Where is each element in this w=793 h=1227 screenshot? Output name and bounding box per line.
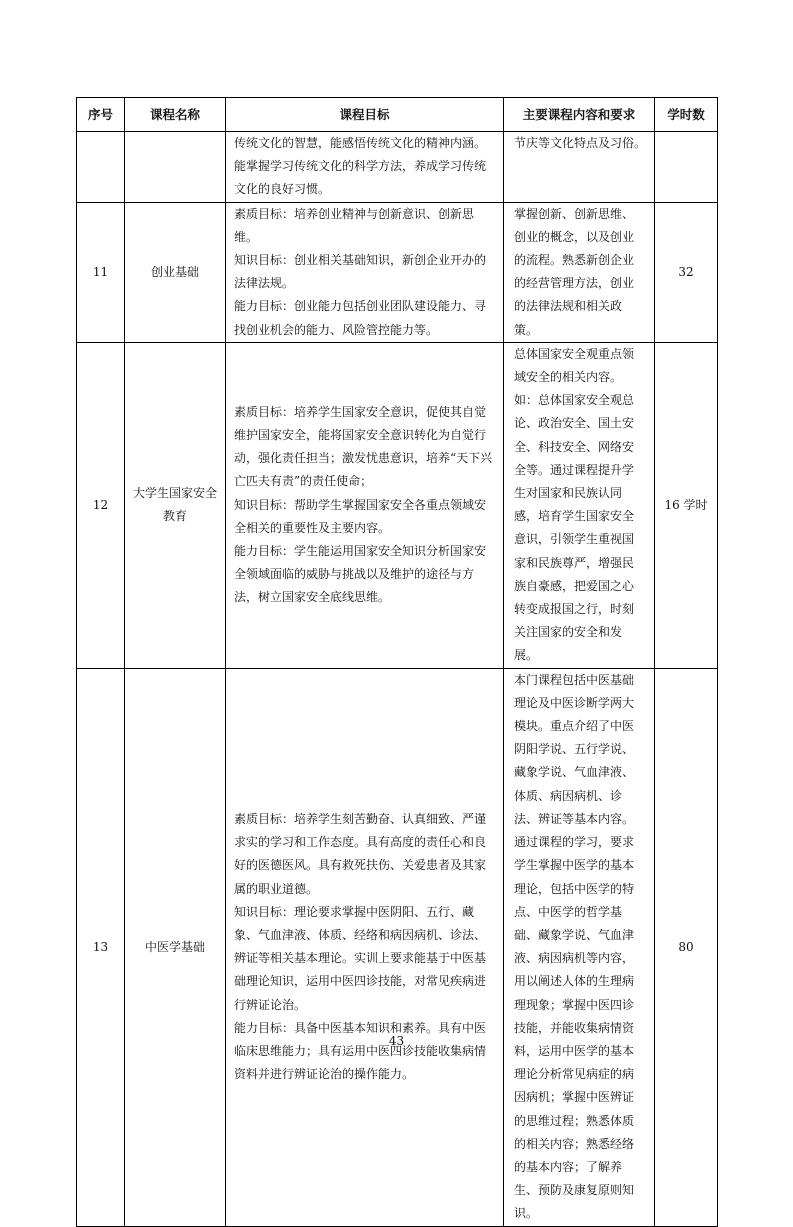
table-row [77,132,718,203]
goal-text: 传统文化的智慧，能感悟传统文化的精神内涵。能掌握学习传统文化的科学方法，养成学习传统文化的良好习惯。 [234,136,487,197]
row-hours: 16 学时 [655,342,718,668]
row-course-name: 大学生国家安全教育 [125,342,226,668]
table-header-row [77,98,718,132]
row-goals [226,668,504,1226]
goal-ability: 能力目标：具备中医基本知识和素养。具有中医临床思维能力；具有运用中医四诊技能收集病情资料并进行辨证论治的操作能力。 [234,1020,487,1082]
goal-knowledge: 知识目标：帮助学生掌握国家安全各重点领域安全相关的重要性及主要内容。 [234,497,487,535]
table-row [77,668,718,1226]
row-hours: 80 [655,668,718,1226]
table-row [77,342,718,668]
row-goals [226,132,504,203]
header-course-name: 课程名称 [125,98,226,132]
row-content: 掌握创新、创新思维、创业的概念，以及创业的流程。熟悉新创企业的经营管理方法，创业的法律法规和相关政策。 [504,202,655,342]
row-content: 节庆等文化特点及习俗。 [504,132,655,203]
row-goals [226,202,504,342]
goal-ability: 能力目标：创业能力包括创业团队建设能力、寻找创业机会的能力、风险管控能力等。 [234,299,487,337]
goal-quality: 素质目标：培养学生刻苦勤奋、认真细致、严谨求实的学习和工作态度。具有高度的责任心和良好的医德医风。具有救死扶伤、关爱患者及其家属的职业道德。 [234,811,487,896]
row-num: 12 [77,342,125,668]
goal-knowledge: 知识目标：创业相关基础知识，新创企业开办的法律法规。 [234,253,487,291]
row-course-name: 中医学基础 [125,668,226,1226]
header-course-content: 主要课程内容和要求 [504,98,655,132]
table-row [77,202,718,342]
row-hours [655,132,718,203]
goal-knowledge: 知识目标：理论要求掌握中医阴阳、五行、藏象、气血津液、体质、经络和病因病机、诊法、辨证等相关基本理论。实训上要求能基于中医基础理论知识，运用中医四诊技能，对常见疾病进行辨证论治。 [234,904,487,1012]
row-num: 11 [77,202,125,342]
goal-ability: 能力目标：学生能运用国家安全知识分析国家安全领域面临的威胁与挑战以及维护的途径与方法，树立国家安全底线思维。 [234,544,487,605]
row-course-name [125,132,226,203]
goal-quality: 素质目标：培养创业精神与创新意识、创新思维。 [234,206,475,244]
header-serial: 序号 [77,98,125,132]
page-number: 43 [388,1034,405,1048]
row-hours: 32 [655,202,718,342]
row-content: 本门课程包括中医基础理论及中医诊断学两大模块。重点介绍了中医阴阳学说、五行学说、藏象学说、气血津液、体质、病因病机、诊法、辨证等基本内容。通过课程的学习，要求学生掌握中医学的基本理论，包括中医学的特点、中医学的哲学基础、藏象学说、气血津液、病因病机等内容，用以阐述人体的生理病理现象；掌握中医四诊技能，并能收集病情资料，运用中医学的基本理论分析常见病症的病因病机；掌握中医辨证的思维过程；熟悉体质的相关内容；熟悉经络的基本内容；了解养生、预防及康复原则知识。 [504,668,655,1226]
goal-quality: 素质目标：培养学生国家安全意识，促使其自觉维护国家安全，能将国家安全意识转化为自觉行动，强化责任担当；激发忧患意识，培养“天下兴亡匹夫有责”的责任使命； [234,404,493,489]
row-num: 13 [77,668,125,1226]
row-content: 总体国家安全观重点领域安全的相关内容。如：总体国家安全观总论、政治安全、国土安全、科技安全、网络安全等。通过课程提升学生对国家和民族认同感，培育学生国家安全意识，引领学生重视国家和民族尊严，增强民族自豪感，把爱国之心转变成报国之行，时刻关注国家的安全和发展。 [504,342,655,668]
course-table [76,97,718,1227]
header-course-goals: 课程目标 [226,98,504,132]
header-hours: 学时数 [655,98,718,132]
row-num [77,132,125,203]
row-goals [226,342,504,668]
row-course-name: 创业基础 [125,202,226,342]
